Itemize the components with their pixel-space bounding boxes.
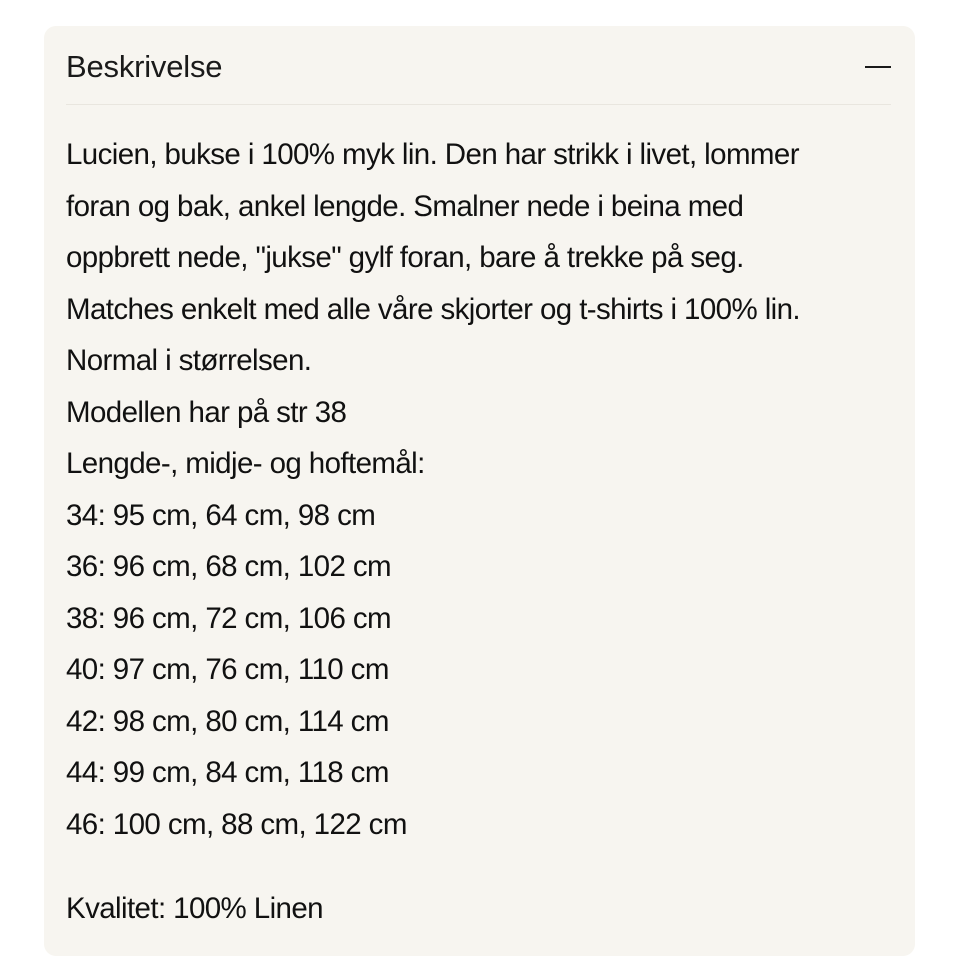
size-measurement-row: 42: 98 cm, 80 cm, 114 cm [66,704,389,738]
accordion-title: Beskrivelse [66,49,223,84]
description-line: Modellen har på str 38 [66,395,347,429]
quality-text: Kvalitet: 100% Linen [66,892,323,925]
measurements-heading: Lengde-, midje- og hoftemål: [66,447,425,480]
minus-icon[interactable] [865,54,891,80]
description-line: Matches enkelt med alle våre skjorter og t-shirts i 100% lin. [66,292,801,326]
size-measurement-row: 34: 95 cm, 64 cm, 98 cm [66,498,376,532]
description-text [66,129,895,850]
size-measurement-row: 46: 100 cm, 88 cm, 122 cm [66,807,407,841]
description-accordion [44,26,915,956]
description-line: oppbrett nede, "jukse" gylf foran, bare å trekke på seg. [66,241,744,274]
size-measurement-row: 38: 96 cm, 72 cm, 106 cm [66,601,391,635]
description-line: Lucien, bukse i 100% myk lin. Den har strikk i livet, lommer [66,138,799,171]
description-line: Normal i størrelsen. [66,344,312,377]
size-measurement-row: 44: 99 cm, 84 cm, 118 cm [66,756,389,789]
size-measurement-row: 36: 96 cm, 68 cm, 102 cm [66,550,391,583]
header-divider [66,104,891,105]
description-line: foran og bak, ankel lengde. Smalner nede i beina med [66,189,744,223]
accordion-header[interactable] [66,44,891,90]
size-measurement-row: 40: 97 cm, 76 cm, 110 cm [66,653,389,686]
